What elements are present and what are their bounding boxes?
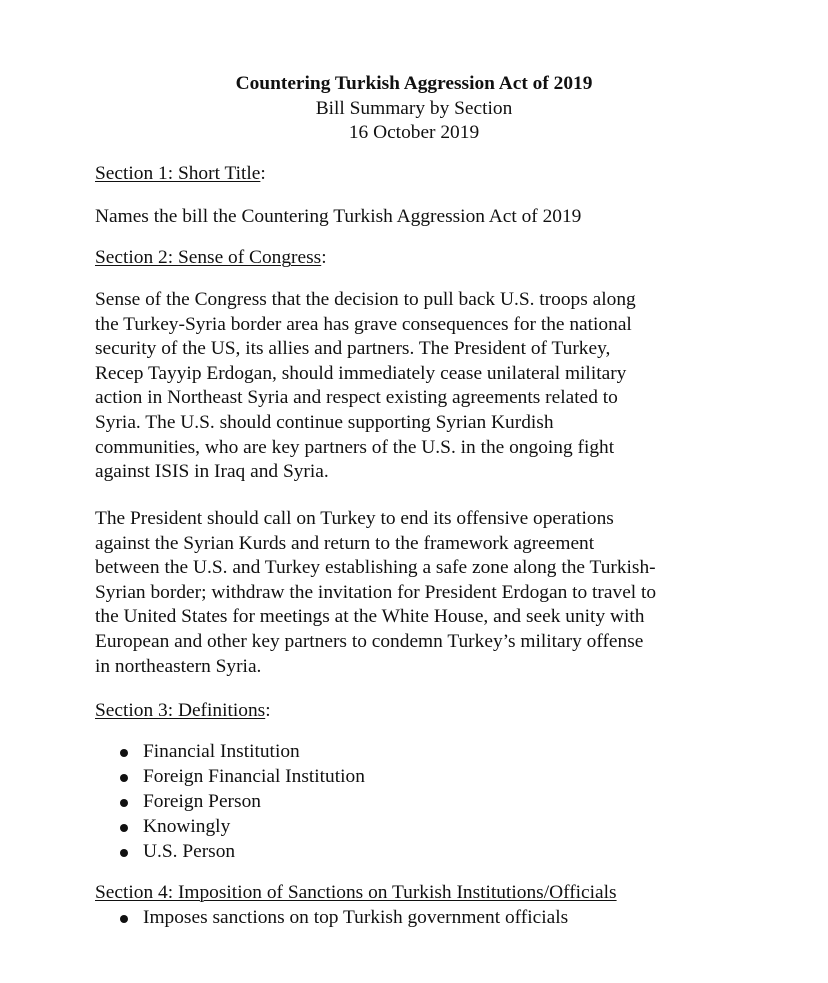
paragraph-line: action in Northeast Syria and respect existing agreements related to: [95, 387, 618, 409]
paragraph-line: the United States for meetings at the White House, and seek unity with: [95, 606, 645, 628]
section-1-heading: [95, 162, 735, 187]
paragraph-line: Syrian border; withdraw the invitation for President Erdogan to travel to: [95, 581, 657, 603]
paragraph-line: Recep Tayyip Erdogan, should immediately cease unilateral military: [95, 362, 627, 384]
paragraph-line: between the U.S. and Turkey establishing a safe zone along the Turkish-: [95, 557, 656, 579]
paragraph-line: in northeastern Syria.: [95, 655, 262, 677]
document-subtitle: Bill Summary by Section: [315, 97, 513, 119]
paragraph-line: against the Syrian Kurds and return to the framework agreement: [95, 532, 595, 554]
section-2-heading-colon: :: [321, 247, 327, 268]
document-header: [0, 72, 828, 146]
paragraph-line: the Turkey-Syria border area has grave consequences for the national: [95, 313, 632, 335]
section-3-heading-colon: :: [265, 700, 271, 721]
list-item: Foreign Person: [115, 790, 365, 815]
list-item: Imposes sanctions on top Turkish government officials: [115, 906, 568, 931]
paragraph-line: against ISIS in Iraq and Syria.: [95, 461, 329, 483]
section-2-paragraph-1: [95, 288, 735, 485]
list-item: U.S. Person: [115, 840, 365, 865]
section-3-heading: [95, 699, 735, 724]
paragraph-line: European and other key partners to condemn Turkey’s military offense: [95, 630, 644, 652]
section-1-heading-colon: :: [260, 163, 266, 184]
paragraph-line: The President should call on Turkey to end its offensive operations: [95, 508, 614, 529]
paragraph-line: security of the US, its allies and partners. The President of Turkey,: [95, 338, 611, 360]
paragraph-line: Syria. The U.S. should continue supporting Syrian Kurdish: [95, 411, 554, 433]
paragraph-line: communities, who are key partners of the U.S. in the ongoing fight: [95, 436, 615, 458]
document-title: Countering Turkish Aggression Act of 2019: [235, 73, 593, 94]
section-1-heading-text: Section 1: Short Title: [95, 163, 261, 184]
document-date: 16 October 2019: [348, 122, 480, 144]
section-1-body: Names the bill the Countering Turkish Aggression Act of 2019: [95, 206, 582, 227]
list-item: Financial Institution: [115, 740, 365, 765]
list-item: Foreign Financial Institution: [115, 765, 365, 790]
definitions-list: [115, 740, 365, 865]
section-4-heading-text: Section 4: Imposition of Sanctions on Turkish Institutions/Officials: [95, 882, 617, 903]
section-2-paragraph-2: [95, 507, 735, 679]
paragraph-line: Sense of the Congress that the decision to pull back U.S. troops along: [95, 289, 636, 310]
section-2-heading: [95, 246, 735, 271]
list-item: Knowingly: [115, 815, 365, 840]
section-3-heading-text: Section 3: Definitions: [95, 700, 266, 721]
section-2-heading-text: Section 2: Sense of Congress: [95, 247, 322, 268]
sanctions-list: [115, 906, 568, 931]
section-4-heading: [95, 881, 735, 906]
